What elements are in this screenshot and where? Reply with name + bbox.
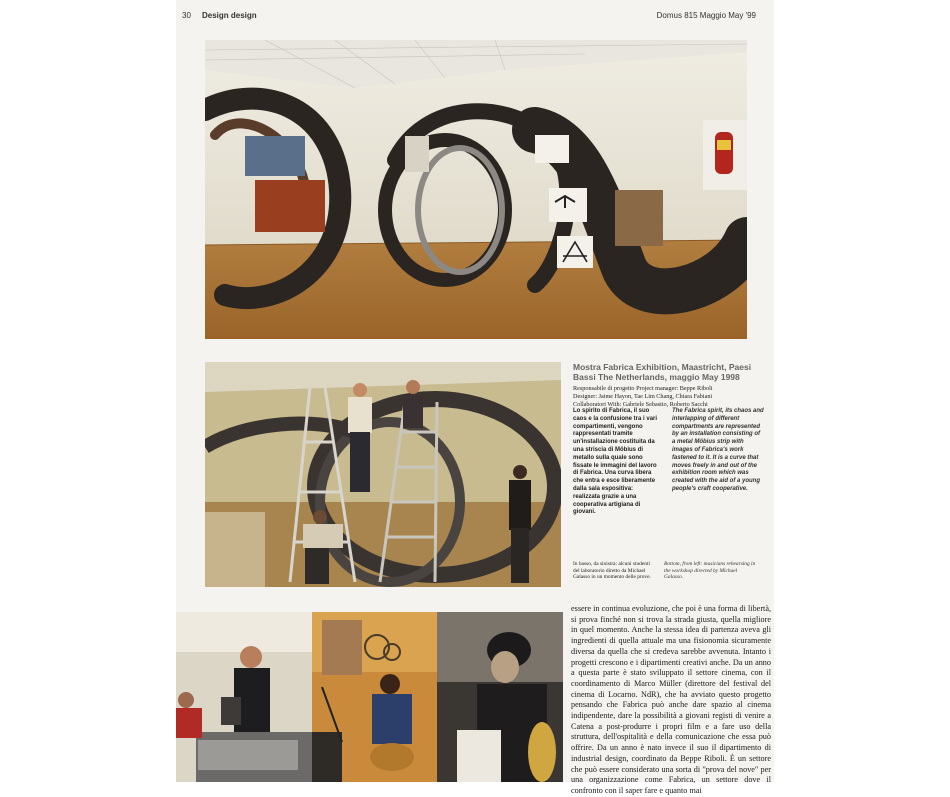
page-number: 30: [182, 11, 191, 20]
magazine-page: [176, 0, 774, 795]
credit-line: Responsabile di progetto Project manager: Beppe Riboli: [573, 385, 713, 392]
italian-description: Lo spirito di Fabrica, il suo caos e la confusione tra i vari compartimenti, vengono rappresentati tramite un'installazione costituita da una striscia di Möbius di metallo sulla quale sono fissate le immagini del lavoro di Fabrica. Una curva libera che entra e esce liberamente dalla sala espositiva: realizzata grazie a una cooperativa artigiana di giovani.: [573, 408, 658, 516]
credits-block: [573, 385, 765, 409]
credit-line: Collaboratori With: Gabriele Sebastio, Roberto Sacchi: [573, 401, 708, 408]
studio-photo-right: [437, 612, 563, 782]
installation-photo: [205, 40, 747, 339]
page-header: [176, 8, 774, 22]
article-title: Mostra Fabrica Exhibition, Maastricht, Paesi Bassi The Netherlands, maggio May 1998: [573, 362, 752, 382]
body-paragraph: essere in continua evoluzione, che poi è una forma di libertà, si prova finché non si trova la strada giusta, quella migliore in quel momento. Anche la stessa idea di partenza aveva gli ingredienti di quella attuale ma una fisionomia sicuramente diversa da quella che si credeva sarebbe avvenuta. Intanto i progetti crescono e i dipartimenti creativi anche. Da un anno a questa parte è stato sviluppato il settore cinema, con il coordinamento di Marco Müller (direttore del festival del cinema di Locarno. NdR), che ha avviato questo progetto pensando che Fabrica può anche dare spazio al cinema indipendente, dare la possibilità a giovani registi di venire a Catena a post-produrre i propri film e a fare uso della struttura, dell'ospitalità e della comunicazione che essa può offrire. Da un anno è nato invece il suo il dipartimento di industrial design, coordinato da Beppe Riboli. È un settore che può essere considerato una sorta di "prova del nove" per una organizzazione come Fabrica, un settore dove il confronto con il saper fare e quanto mai: [571, 604, 771, 795]
magazine-issue: Domus 815 Maggio May '99: [656, 11, 756, 20]
section-name: Design design: [202, 11, 257, 20]
article-body: [571, 604, 771, 797]
studio-photo-left: [176, 612, 312, 782]
assembly-photo: [205, 362, 561, 587]
caption-english: Bottom, from left: musicians rehearsing in the workshop directed by Michael Galasso.: [664, 561, 756, 581]
caption-italian: In basso, da sinistra: alcuni studenti del laboratorio diretto da Michael Galasso in un momento delle prove.: [573, 561, 651, 581]
studio-photo-middle: [312, 612, 437, 782]
english-description: The Fabrica spirit, its chaos and interlapping of different compartments are represented by an installation consisting of a metal Möbius strip with images of Fabrica's work fastened to it. It is a curve that moves freely in and out of the exhibition room which was created with the aid of a young people's craft cooperative.: [672, 408, 764, 492]
credit-line: Designer: Jaime Hayon, Tae Lim Chang, Chiara Fabiani: [573, 393, 713, 400]
